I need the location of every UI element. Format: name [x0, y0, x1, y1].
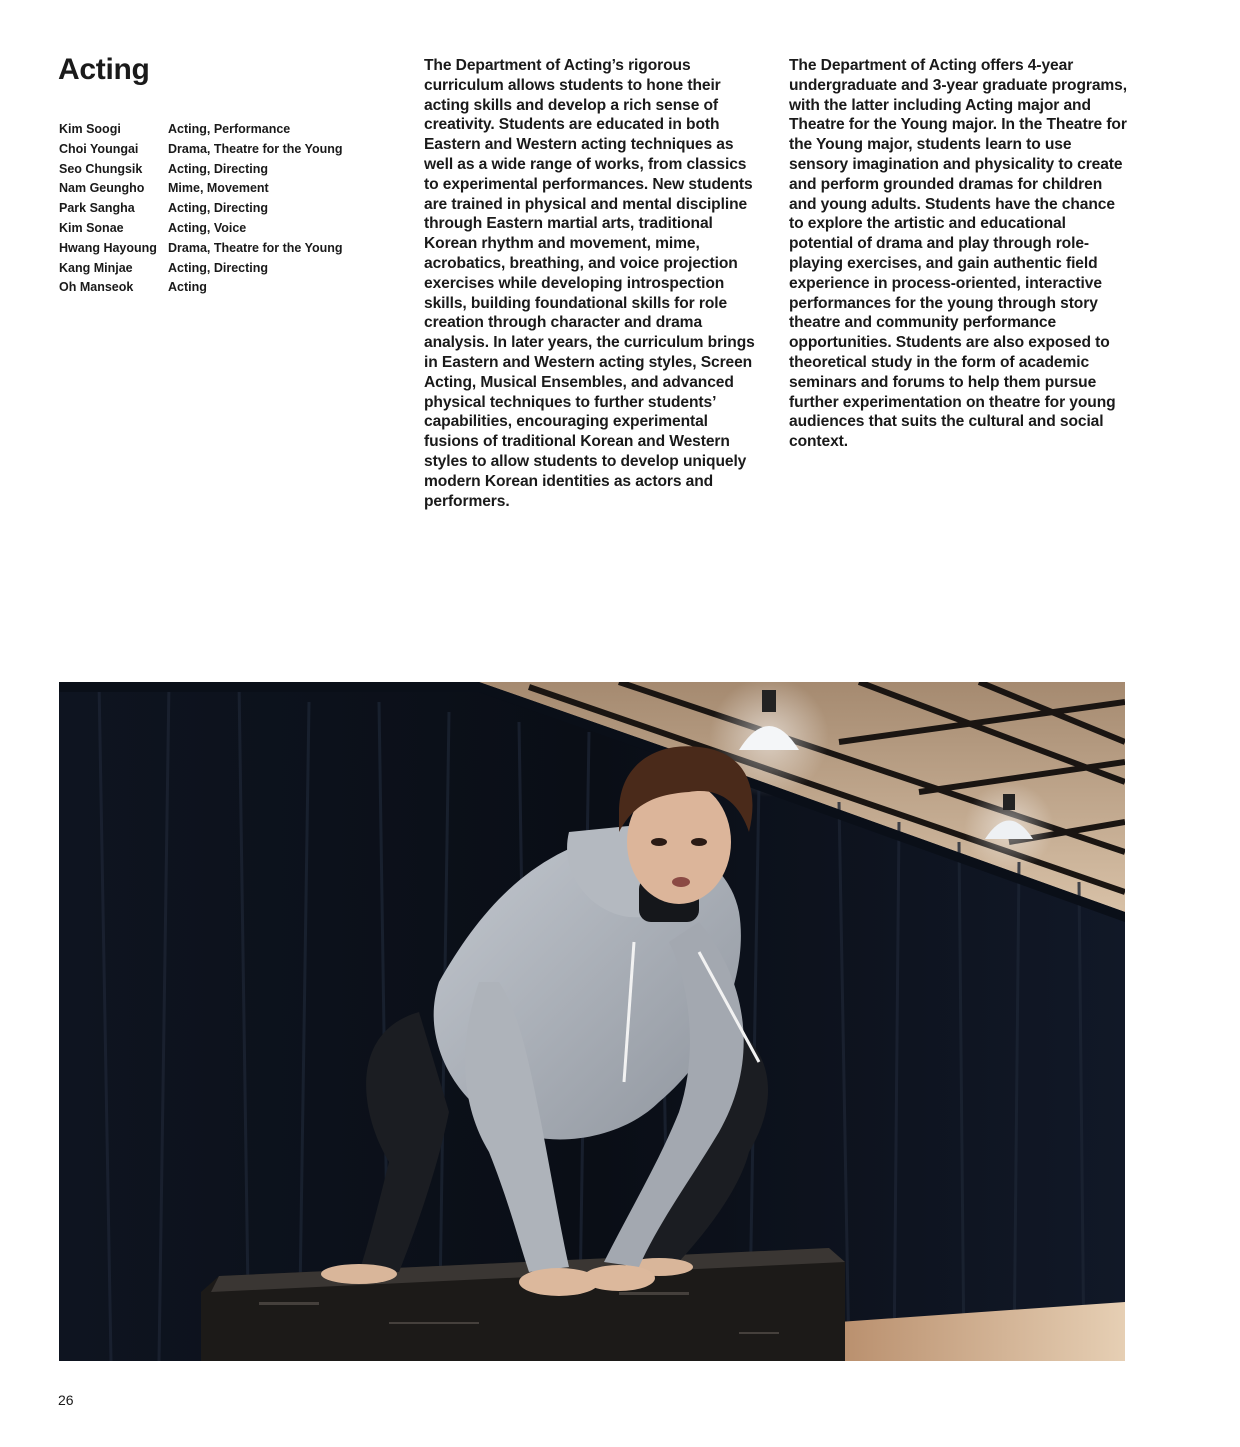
- faculty-name: Kang Minjae: [59, 260, 133, 275]
- faculty-row: [59, 199, 379, 219]
- faculty-row: [59, 278, 379, 298]
- rehearsal-photo: [59, 682, 1125, 1361]
- faculty-row: [59, 140, 379, 160]
- faculty-field: Drama, Theatre for the Young: [168, 240, 343, 255]
- faculty-row: [59, 120, 379, 140]
- faculty-name: Nam Geungho: [59, 181, 145, 196]
- rehearsal-photo-illustration: [59, 682, 1125, 1361]
- faculty-row: [59, 160, 379, 180]
- faculty-field: Acting, Directing: [168, 201, 269, 216]
- faculty-field: Acting, Voice: [168, 220, 247, 235]
- page-title: Acting: [58, 53, 150, 86]
- faculty-name: Hwang Hayoung: [59, 240, 157, 255]
- faculty-field: Acting, Directing: [168, 161, 269, 176]
- faculty-name: Choi Youngai: [59, 141, 139, 156]
- faculty-name: Park Sangha: [59, 201, 135, 216]
- faculty-list: [59, 120, 379, 298]
- faculty-row: [59, 259, 379, 279]
- faculty-field: Acting: [168, 280, 207, 295]
- faculty-field: Acting, Directing: [168, 260, 269, 275]
- faculty-row: [59, 179, 379, 199]
- body-column-2: The Department of Acting offers 4-year undergraduate and 3-year graduate programs, with the latter including Acting major and Theatre for the Young major. In the Theatre for the Young major, students learn to use sensory imagination and physicality to create and perform grounded dramas for children and young adults. Students have the chance to explore the artistic and educational potential of drama and play through role-playing exercises, and gain authentic field experience in process-oriented, interactive performances for the young through story theatre and community performance opportunities. Students are also exposed to theoretical study in the form of academic seminars and forums to help them pursue further experimentation on theatre for young audiences that suits the cultural and social context.: [789, 57, 1127, 451]
- faculty-field: Acting, Performance: [168, 122, 291, 136]
- faculty-name: Seo Chungsik: [59, 161, 143, 176]
- faculty-row: [59, 239, 379, 259]
- faculty-name: Kim Sonae: [59, 220, 124, 235]
- faculty-name: Oh Manseok: [59, 280, 134, 295]
- faculty-name: Kim Soogi: [59, 122, 121, 136]
- faculty-row: [59, 219, 379, 239]
- page-number: 26: [58, 1392, 74, 1408]
- faculty-field: Drama, Theatre for the Young: [168, 141, 343, 156]
- body-column-1: The Department of Acting’s rigorous curriculum allows students to hone their acting skills and develop a rich sense of creativity. Students are educated in both Eastern and Western acting techniques as well as a wide range of works, from classics to experimental performances. New students are trained in physical and mental discipline through Eastern martial arts, traditional Korean rhythm and movement, mime, acrobatics, breathing, and voice projection exercises while developing introspection skills, building foundational skills for role creation through character and drama analysis. In later years, the curriculum brings in Eastern and Western acting styles, Screen Acting, Musical Ensembles, and advanced physical techniques to further students’ capabilities, encouraging experimental fusions of traditional Korean and Western styles to allow students to develop uniquely modern Korean identities as actors and performers.: [424, 57, 755, 510]
- faculty-field: Mime, Movement: [168, 181, 269, 196]
